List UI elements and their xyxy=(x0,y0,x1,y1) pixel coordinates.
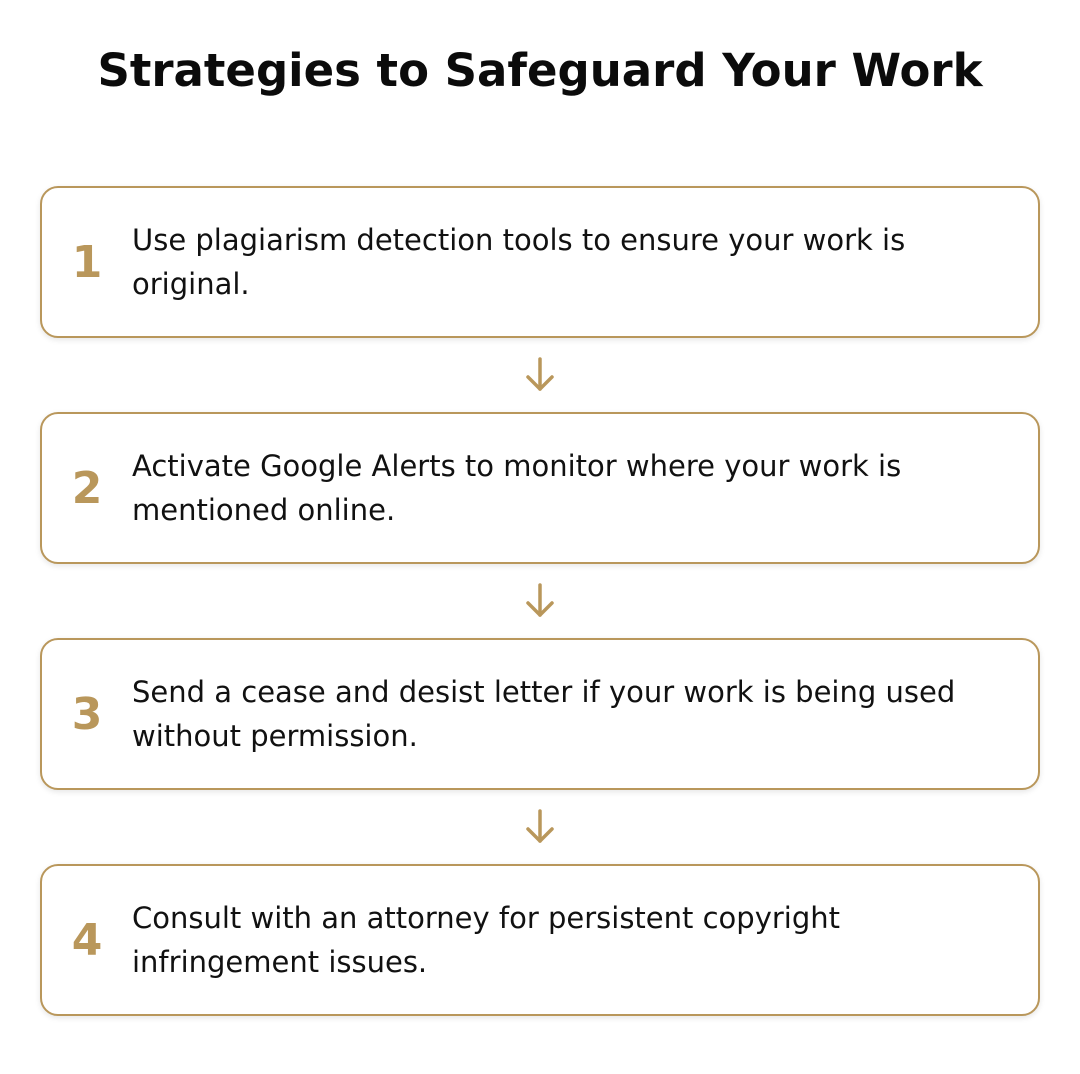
step-text: Send a cease and desist letter if your work is being used without permission. xyxy=(132,675,956,753)
arrow-down-icon xyxy=(523,355,557,395)
steps-flow xyxy=(40,186,1040,1016)
connector-3 xyxy=(40,790,1040,864)
arrow-down-icon xyxy=(523,581,557,621)
connector-2 xyxy=(40,564,1040,638)
step-number: 4 xyxy=(71,914,103,966)
connector-1 xyxy=(40,338,1040,412)
step-card-3 xyxy=(40,638,1040,790)
step-card-1 xyxy=(40,186,1040,338)
step-number: 2 xyxy=(71,462,103,514)
step-number: 3 xyxy=(71,688,103,740)
step-text: Consult with an attorney for persistent copyright infringement issues. xyxy=(132,901,841,979)
step-text: Activate Google Alerts to monitor where your work is mentioned online. xyxy=(132,449,902,527)
step-number: 1 xyxy=(71,236,103,288)
step-card-2 xyxy=(40,412,1040,564)
page-title: Strategies to Safeguard Your Work xyxy=(97,44,983,97)
step-card-4 xyxy=(40,864,1040,1016)
arrow-down-icon xyxy=(523,807,557,847)
step-text: Use plagiarism detection tools to ensure your work is original. xyxy=(132,223,906,301)
